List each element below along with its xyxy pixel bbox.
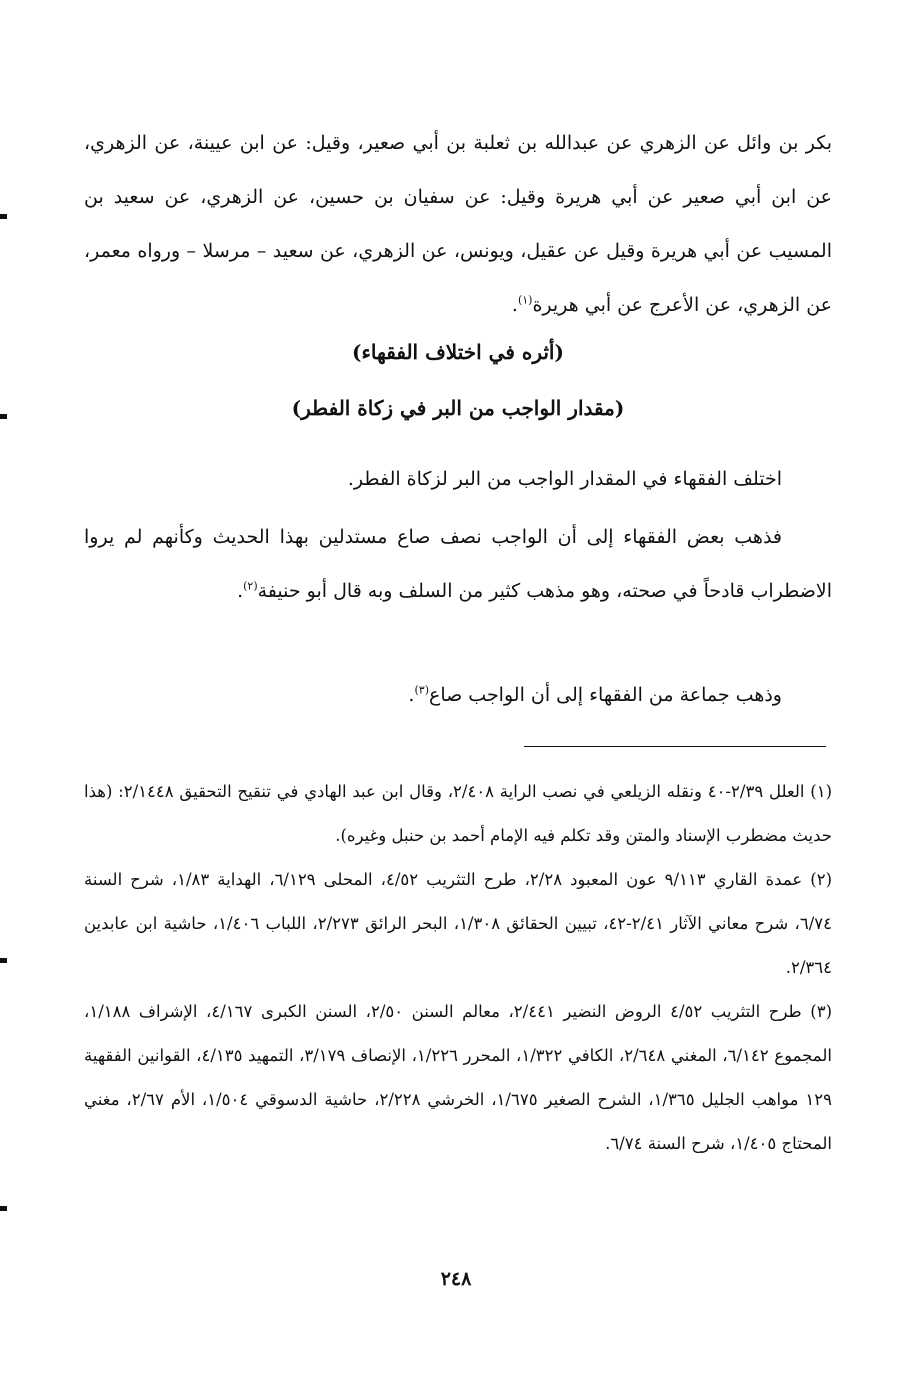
footnote-number: (١) bbox=[810, 782, 832, 801]
paragraph-end-mark: . bbox=[511, 294, 518, 316]
footnote bbox=[84, 990, 832, 1166]
footnote-reference[interactable]: (١) bbox=[517, 293, 533, 307]
footnote bbox=[84, 858, 832, 990]
footnotes-block bbox=[84, 770, 832, 1166]
body-paragraph bbox=[84, 668, 832, 722]
footnote-number: (٢) bbox=[810, 870, 832, 889]
paragraph-end-mark: . bbox=[237, 580, 244, 602]
subsection-heading: (مقدار الواجب من البر في زكاة الفطر) bbox=[291, 396, 625, 420]
body-paragraph: اختلف الفقهاء في المقدار الواجب من البر لزكاة الفطر. bbox=[347, 468, 782, 490]
main-text-block bbox=[84, 668, 832, 722]
main-text-block bbox=[84, 510, 832, 618]
main-text-block bbox=[84, 452, 832, 506]
scan-edge-mark bbox=[0, 414, 7, 419]
body-paragraph bbox=[84, 510, 832, 618]
footnote-reference[interactable]: (٣) bbox=[414, 683, 429, 697]
scan-edge-mark bbox=[0, 214, 7, 219]
scan-edge-mark bbox=[0, 1206, 7, 1211]
body-paragraph-text: فذهب بعض الفقهاء إلى أن الواجب نصف صاع مستدلين بهذا الحديث وكأنهم لم يروا الاضطراب قادحاً في صحته، وهو مذهب كثير من السلف وبه قال أبو حنيفة bbox=[84, 526, 832, 602]
paragraph-end-mark: . bbox=[408, 684, 415, 706]
footnote-text: العلل ٢/٣٩-٤٠ ونقله الزيلعي في نصب الراية ٢/٤٠٨، وقال ابن عبد الهادي في تنقيح التحقيق ٢/١٤٤٨: (هذا حديث مضطرب الإسناد والمتن وقد تكلم فيه الإمام أحمد بن حنبل وغيره). bbox=[84, 782, 832, 845]
section-heading: (أثره في اختلاف الفقهاء) bbox=[352, 340, 564, 364]
body-paragraph-text: بكر بن وائل عن الزهري عن عبدالله بن ثعلبة بن أبي صعير، وقيل: عن ابن عيينة، عن الزهري، عن ابن أبي صعير عن أبي هريرة وقيل: عن سفيان بن حسين، عن الزهري، عن سعيد بن المسيب عن أبي هريرة وقيل عن عقيل، ويونس، عن الزهري، عن سعيد – مرسلا – ورواه معمر، عن الزهري، عن الأعرج عن أبي هريرة bbox=[84, 132, 832, 316]
footnote-number: (٣) bbox=[810, 1002, 832, 1021]
footnote bbox=[84, 770, 832, 858]
page-number: ٢٤٨ bbox=[440, 1268, 472, 1290]
footnote-reference[interactable]: (٢) bbox=[243, 579, 258, 593]
body-paragraph bbox=[84, 116, 832, 332]
body-paragraph-text: وذهب جماعة من الفقهاء إلى أن الواجب صاع bbox=[428, 684, 782, 706]
footnote-separator bbox=[524, 746, 826, 747]
main-text-block bbox=[84, 116, 832, 332]
footnote-text: عمدة القاري ٩/١١٣ عون المعبود ٢/٢٨، طرح التثريب ٤/٥٢، المحلى ٦/١٢٩، الهداية ١/٨٣، شرح السنة ٦/٧٤، شرح معاني الآثار ٢/٤١-٤٢، تبيين الحقائق ١/٣٠٨، البحر الرائق ٢/٢٧٣، اللباب ١/٤٠٦، حاشية ابن عابدين ٢/٣٦٤. bbox=[84, 870, 832, 977]
scan-edge-mark bbox=[0, 958, 7, 963]
footnote-text: طرح التثريب ٤/٥٢ الروض النضير ٢/٤٤١، معالم السنن ٢/٥٠، السنن الكبرى ٤/١٦٧، الإشراف ١/١٨٨، المجموع ٦/١٤٢، المغني ٢/٦٤٨، الكافي ١/٣٢٢، المحرر ١/٢٢٦، الإنصاف ٣/١٧٩، التمهيد ٤/١٣٥، القوانين الفقهية ١٢٩ مواهب الجليل ١/٣٦٥، الشرح الصغير ١/٦٧٥، الخرشي ٢/٢٢٨، حاشية الدسوقي ١/٥٠٤، الأم ٢/٦٧، مغني المحتاج ١/٤٠٥، شرح السنة ٦/٧٤. bbox=[84, 1002, 832, 1153]
